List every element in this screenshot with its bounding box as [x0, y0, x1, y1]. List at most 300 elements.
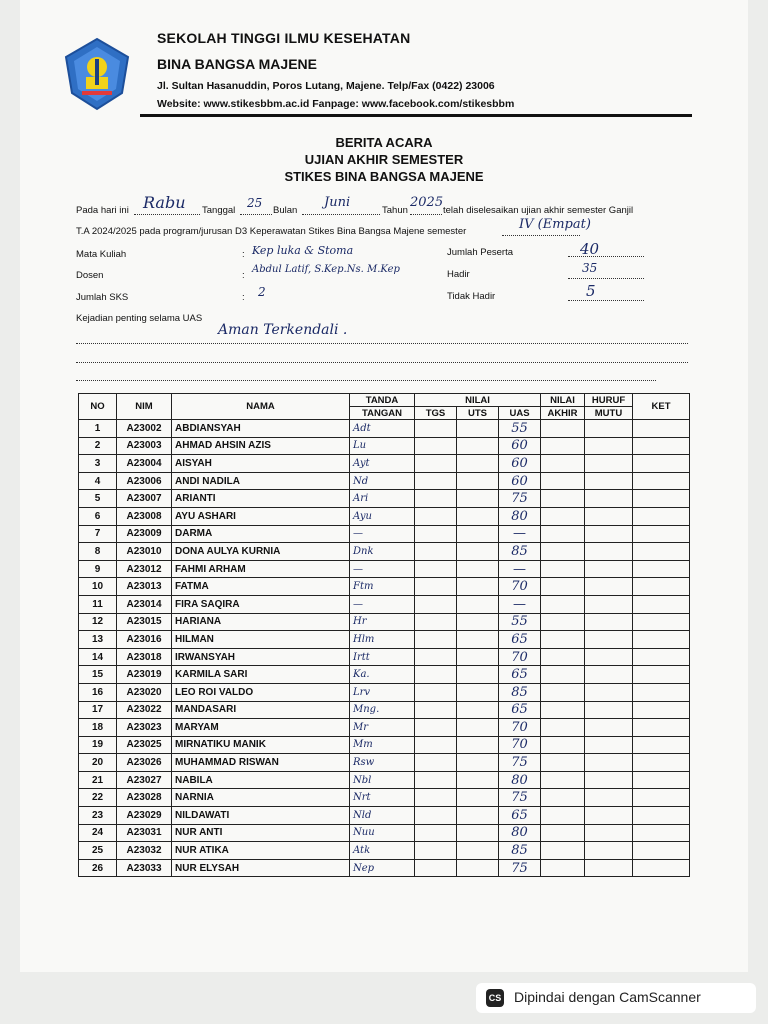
row-uts	[457, 842, 499, 860]
row-nama: FAHMI ARHAM	[172, 560, 350, 578]
row-no: 12	[79, 613, 117, 631]
table-row	[79, 631, 690, 649]
row-nama: ANDI NADILA	[172, 472, 350, 490]
row-nama: NABILA	[172, 771, 350, 789]
col-ket: KET	[633, 394, 690, 420]
intro-line2: T.A 2024/2025 pada program/jurusan D3 Keperawatan Stikes Bina Bangsa Majene semester	[76, 226, 467, 237]
row-uas: 55	[499, 420, 541, 438]
row-nim: A23023	[117, 719, 172, 737]
colon: :	[242, 270, 245, 281]
col-nama: NAMA	[172, 394, 350, 420]
row-nama: LEO ROI VALDO	[172, 683, 350, 701]
row-uts	[457, 490, 499, 508]
row-nilai-akhir	[541, 437, 585, 455]
row-ket	[633, 807, 690, 825]
row-tgs	[415, 771, 457, 789]
row-nama: NARNIA	[172, 789, 350, 807]
row-uts	[457, 824, 499, 842]
row-tgs	[415, 754, 457, 772]
row-ket	[633, 437, 690, 455]
row-nim: A23020	[117, 683, 172, 701]
row-uas: 75	[499, 789, 541, 807]
row-nilai-akhir	[541, 560, 585, 578]
row-nama: ARIANTI	[172, 490, 350, 508]
row-ket	[633, 736, 690, 754]
row-uas: 65	[499, 701, 541, 719]
row-uts	[457, 789, 499, 807]
semester-value: IV (Empat)	[519, 217, 591, 232]
row-uas: 75	[499, 754, 541, 772]
row-no: 11	[79, 595, 117, 613]
row-nim: A23032	[117, 842, 172, 860]
row-huruf-mutu	[585, 595, 633, 613]
row-huruf-mutu	[585, 736, 633, 754]
hadir-value: 35	[582, 261, 598, 275]
col-huruf-2: MUTU	[585, 407, 633, 420]
doc-title-3: STIKES BINA BANGSA MAJENE	[284, 169, 484, 184]
row-uas: 80	[499, 824, 541, 842]
doc-title-2: UJIAN AKHIR SEMESTER	[304, 152, 464, 167]
table-row	[79, 613, 690, 631]
row-nim: A23027	[117, 771, 172, 789]
row-uas: 80	[499, 507, 541, 525]
row-huruf-mutu	[585, 842, 633, 860]
row-uas: —	[499, 595, 541, 613]
row-signature: —	[350, 560, 415, 578]
row-huruf-mutu	[585, 789, 633, 807]
semester-dots	[502, 235, 580, 236]
peserta-value: 40	[580, 240, 600, 258]
row-nilai-akhir	[541, 578, 585, 596]
row-huruf-mutu	[585, 754, 633, 772]
row-uts	[457, 807, 499, 825]
row-signature: —	[350, 595, 415, 613]
row-signature: Dnk	[350, 543, 415, 561]
row-nama: AYU ASHARI	[172, 507, 350, 525]
sks-label: Jumlah SKS	[76, 292, 129, 303]
col-nilai-akhir-2: AKHIR	[541, 407, 585, 420]
row-nim: A23003	[117, 437, 172, 455]
row-signature: Hr	[350, 613, 415, 631]
row-ket	[633, 683, 690, 701]
row-huruf-mutu	[585, 701, 633, 719]
col-nilai-akhir-1: NILAI	[541, 394, 585, 407]
row-no: 21	[79, 771, 117, 789]
row-nim: A23010	[117, 543, 172, 561]
row-nama: ABDIANSYAH	[172, 420, 350, 438]
row-nilai-akhir	[541, 719, 585, 737]
row-huruf-mutu	[585, 859, 633, 877]
table-row	[79, 507, 690, 525]
row-ket	[633, 490, 690, 508]
row-nama: MARYAM	[172, 719, 350, 737]
row-uts	[457, 666, 499, 684]
row-no: 13	[79, 631, 117, 649]
row-signature: Lrv	[350, 683, 415, 701]
row-nilai-akhir	[541, 525, 585, 543]
row-uas: —	[499, 560, 541, 578]
row-uas: 65	[499, 666, 541, 684]
table-body	[79, 420, 690, 877]
col-nilai: NILAI	[415, 394, 541, 407]
colon: :	[242, 292, 245, 303]
row-tgs	[415, 859, 457, 877]
row-signature: Nep	[350, 859, 415, 877]
row-uts	[457, 543, 499, 561]
row-ket	[633, 560, 690, 578]
row-nim: A23008	[117, 507, 172, 525]
row-uts	[457, 613, 499, 631]
row-no: 16	[79, 683, 117, 701]
row-nilai-akhir	[541, 595, 585, 613]
row-tgs	[415, 437, 457, 455]
row-nim: A23002	[117, 420, 172, 438]
row-nama: NUR ATIKA	[172, 842, 350, 860]
row-uts	[457, 472, 499, 490]
row-no: 26	[79, 859, 117, 877]
row-signature: Nbl	[350, 771, 415, 789]
table-row	[79, 807, 690, 825]
row-signature: Atk	[350, 842, 415, 860]
address: Jl. Sultan Hasanuddin, Poros Lutang, Majene. Telp/Fax (0422) 23006	[157, 80, 495, 92]
row-nilai-akhir	[541, 824, 585, 842]
row-signature: Mng.	[350, 701, 415, 719]
row-nama: KARMILA SARI	[172, 666, 350, 684]
row-signature: Ari	[350, 490, 415, 508]
row-nilai-akhir	[541, 666, 585, 684]
table-row	[79, 754, 690, 772]
hadir-label: Hadir	[447, 269, 470, 280]
row-tgs	[415, 543, 457, 561]
row-ket	[633, 420, 690, 438]
row-nilai-akhir	[541, 507, 585, 525]
colon: :	[242, 249, 245, 260]
row-uas: 60	[499, 472, 541, 490]
row-ket	[633, 701, 690, 719]
row-tgs	[415, 842, 457, 860]
row-tgs	[415, 595, 457, 613]
bulan-label: Bulan	[273, 205, 298, 216]
row-huruf-mutu	[585, 666, 633, 684]
table-row	[79, 824, 690, 842]
row-nilai-akhir	[541, 543, 585, 561]
row-tgs	[415, 631, 457, 649]
kejadian-line-1	[76, 343, 688, 344]
camscanner-icon: CS	[486, 989, 504, 1007]
row-nim: A23014	[117, 595, 172, 613]
camscanner-badge	[476, 983, 756, 1013]
row-no: 25	[79, 842, 117, 860]
row-tgs	[415, 789, 457, 807]
kejadian-line-3	[76, 380, 656, 381]
row-ket	[633, 455, 690, 473]
col-ttd-2: TANGAN	[350, 407, 415, 420]
row-tgs	[415, 824, 457, 842]
row-uas: 85	[499, 543, 541, 561]
hari-value: Rabu	[143, 193, 186, 212]
row-signature: Ayu	[350, 507, 415, 525]
row-nim: A23019	[117, 666, 172, 684]
header-divider	[140, 114, 692, 117]
row-uts	[457, 736, 499, 754]
row-signature: Ftm	[350, 578, 415, 596]
row-nama: DARMA	[172, 525, 350, 543]
row-no: 8	[79, 543, 117, 561]
row-nama: HILMAN	[172, 631, 350, 649]
row-signature: —	[350, 525, 415, 543]
hari-dots	[134, 214, 200, 215]
row-tgs	[415, 507, 457, 525]
tahun-dots	[410, 214, 442, 215]
kejadian-label: Kejadian penting selama UAS	[76, 313, 203, 324]
row-huruf-mutu	[585, 543, 633, 561]
row-ket	[633, 771, 690, 789]
row-ket	[633, 631, 690, 649]
row-nama: MIRNATIKU MANIK	[172, 736, 350, 754]
row-nama: MANDASARI	[172, 701, 350, 719]
table-row	[79, 455, 690, 473]
table-row	[79, 666, 690, 684]
row-nama: IRWANSYAH	[172, 648, 350, 666]
pada-hari-label: Pada hari ini	[76, 205, 129, 216]
row-signature: Hlm	[350, 631, 415, 649]
row-uts	[457, 754, 499, 772]
row-nama: AHMAD AHSIN AZIS	[172, 437, 350, 455]
row-uas: 75	[499, 859, 541, 877]
row-uts	[457, 859, 499, 877]
tidak-hadir-dots	[568, 300, 644, 301]
row-huruf-mutu	[585, 719, 633, 737]
tanggal-label: Tanggal	[202, 205, 236, 216]
row-huruf-mutu	[585, 525, 633, 543]
row-uas: 70	[499, 719, 541, 737]
row-uas: 70	[499, 648, 541, 666]
table-row	[79, 543, 690, 561]
row-ket	[633, 613, 690, 631]
row-nilai-akhir	[541, 631, 585, 649]
table-row	[79, 859, 690, 877]
row-huruf-mutu	[585, 578, 633, 596]
col-uts: UTS	[457, 407, 499, 420]
row-nilai-akhir	[541, 842, 585, 860]
row-nim: A23025	[117, 736, 172, 754]
row-no: 15	[79, 666, 117, 684]
row-nim: A23018	[117, 648, 172, 666]
bulan-value: Juni	[324, 195, 351, 210]
row-uts	[457, 595, 499, 613]
kejadian-line-2	[76, 362, 688, 363]
row-nilai-akhir	[541, 472, 585, 490]
kejadian-value: Aman Terkendali .	[218, 322, 348, 338]
row-uts	[457, 771, 499, 789]
college-name: BINA BANGSA MAJENE	[157, 56, 317, 72]
row-signature: Adt	[350, 420, 415, 438]
col-ttd-1: TANDA	[350, 394, 415, 407]
row-ket	[633, 543, 690, 561]
tahun-value: 2025	[410, 195, 444, 210]
row-nama: FIRA SAQIRA	[172, 595, 350, 613]
dosen-label: Dosen	[76, 270, 104, 281]
row-tgs	[415, 560, 457, 578]
table-row	[79, 490, 690, 508]
row-no: 3	[79, 455, 117, 473]
row-nim: A23031	[117, 824, 172, 842]
row-nim: A23026	[117, 754, 172, 772]
row-huruf-mutu	[585, 472, 633, 490]
table-row	[79, 842, 690, 860]
row-huruf-mutu	[585, 613, 633, 631]
row-ket	[633, 859, 690, 877]
table-row	[79, 736, 690, 754]
row-huruf-mutu	[585, 490, 633, 508]
row-tgs	[415, 683, 457, 701]
table-row	[79, 525, 690, 543]
intro-tail: telah diselesaikan ujian akhir semester Ganjil	[443, 205, 634, 216]
row-signature: Nuu	[350, 824, 415, 842]
row-huruf-mutu	[585, 420, 633, 438]
row-ket	[633, 472, 690, 490]
row-ket	[633, 648, 690, 666]
row-nim: A23029	[117, 807, 172, 825]
row-nilai-akhir	[541, 736, 585, 754]
bulan-dots	[302, 214, 380, 215]
col-no: NO	[79, 394, 117, 420]
row-nim: A23004	[117, 455, 172, 473]
row-tgs	[415, 455, 457, 473]
table-row	[79, 595, 690, 613]
row-tgs	[415, 578, 457, 596]
row-no: 10	[79, 578, 117, 596]
row-tgs	[415, 472, 457, 490]
table-row	[79, 437, 690, 455]
row-tgs	[415, 701, 457, 719]
row-no: 22	[79, 789, 117, 807]
row-uts	[457, 420, 499, 438]
row-no: 24	[79, 824, 117, 842]
row-uas: 55	[499, 613, 541, 631]
table-row	[79, 472, 690, 490]
row-uts	[457, 455, 499, 473]
row-ket	[633, 595, 690, 613]
row-nama: NUR ELYSAH	[172, 859, 350, 877]
row-nama: NUR ANTI	[172, 824, 350, 842]
row-nama: AISYAH	[172, 455, 350, 473]
sks-value: 2	[258, 285, 266, 299]
col-nim: NIM	[117, 394, 172, 420]
row-no: 23	[79, 807, 117, 825]
table-row	[79, 648, 690, 666]
row-nilai-akhir	[541, 420, 585, 438]
row-no: 14	[79, 648, 117, 666]
row-tgs	[415, 648, 457, 666]
row-nim: A23033	[117, 859, 172, 877]
row-no: 20	[79, 754, 117, 772]
col-uas: UAS	[499, 407, 541, 420]
row-tgs	[415, 719, 457, 737]
row-uas: 65	[499, 807, 541, 825]
col-tgs: TGS	[415, 407, 457, 420]
camscanner-text: Dipindai dengan CamScanner	[514, 989, 701, 1005]
row-ket	[633, 719, 690, 737]
row-nim: A23015	[117, 613, 172, 631]
mata-kuliah-label: Mata Kuliah	[76, 249, 127, 260]
row-huruf-mutu	[585, 683, 633, 701]
row-tgs	[415, 525, 457, 543]
row-nilai-akhir	[541, 701, 585, 719]
row-no: 9	[79, 560, 117, 578]
tahun-label: Tahun	[382, 205, 408, 216]
row-uts	[457, 507, 499, 525]
row-uts	[457, 560, 499, 578]
row-no: 7	[79, 525, 117, 543]
row-nilai-akhir	[541, 789, 585, 807]
row-tgs	[415, 490, 457, 508]
row-nama: HARIANA	[172, 613, 350, 631]
row-nim: A23028	[117, 789, 172, 807]
tidak-hadir-label: Tidak Hadir	[447, 291, 496, 302]
row-signature: Lu	[350, 437, 415, 455]
row-signature: Mr	[350, 719, 415, 737]
row-huruf-mutu	[585, 648, 633, 666]
row-signature: Rsw	[350, 754, 415, 772]
table-row	[79, 701, 690, 719]
mata-kuliah-value: Kep luka & Stoma	[252, 244, 354, 257]
row-uas: 70	[499, 736, 541, 754]
row-huruf-mutu	[585, 771, 633, 789]
row-no: 19	[79, 736, 117, 754]
row-signature: Nd	[350, 472, 415, 490]
row-uas: —	[499, 525, 541, 543]
website: Website: www.stikesbbm.ac.id Fanpage: www.facebook.com/stikesbbm	[157, 98, 515, 110]
institution-name: SEKOLAH TINGGI ILMU KESEHATAN	[157, 30, 411, 46]
table-row	[79, 420, 690, 438]
row-uas: 60	[499, 437, 541, 455]
tanggal-dots	[240, 214, 272, 215]
row-signature: Ayt	[350, 455, 415, 473]
row-nama: FATMA	[172, 578, 350, 596]
row-uts	[457, 578, 499, 596]
table-row	[79, 789, 690, 807]
doc-title-1: BERITA ACARA	[335, 135, 433, 150]
row-ket	[633, 824, 690, 842]
row-tgs	[415, 736, 457, 754]
row-ket	[633, 842, 690, 860]
row-nilai-akhir	[541, 683, 585, 701]
row-uas: 65	[499, 631, 541, 649]
row-uas: 60	[499, 455, 541, 473]
row-uas: 80	[499, 771, 541, 789]
row-signature: Irtt	[350, 648, 415, 666]
row-nilai-akhir	[541, 455, 585, 473]
college-logo-icon	[64, 37, 130, 111]
row-signature: Ka.	[350, 666, 415, 684]
row-huruf-mutu	[585, 455, 633, 473]
col-huruf-1: HURUF	[585, 394, 633, 407]
row-ket	[633, 578, 690, 596]
row-nim: A23006	[117, 472, 172, 490]
row-nim: A23007	[117, 490, 172, 508]
row-huruf-mutu	[585, 437, 633, 455]
row-ket	[633, 789, 690, 807]
hadir-dots	[568, 278, 644, 279]
row-uas: 85	[499, 683, 541, 701]
row-no: 2	[79, 437, 117, 455]
row-nilai-akhir	[541, 859, 585, 877]
dosen-value: Abdul Latif, S.Kep.Ns. M.Kep	[252, 264, 400, 275]
row-nim: A23013	[117, 578, 172, 596]
row-ket	[633, 507, 690, 525]
tanggal-value: 25	[247, 196, 263, 210]
